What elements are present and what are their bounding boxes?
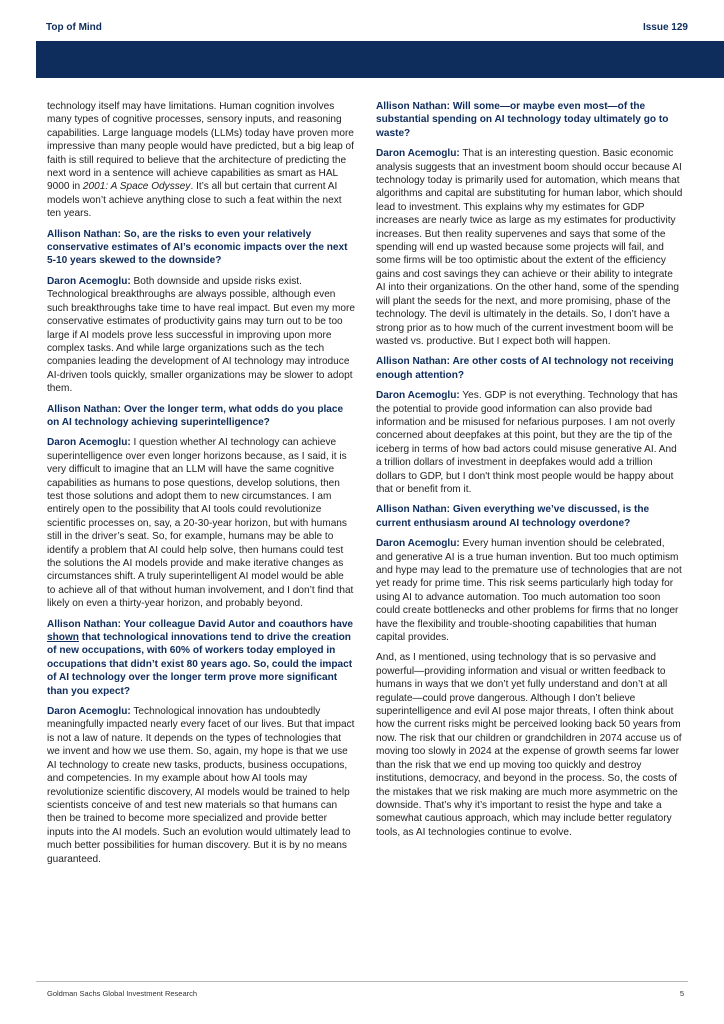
footer-divider (36, 981, 688, 982)
paragraph: And, as I mentioned, using technology that is so pervasive and powerful—providing information and visual or written feedback to humans in ways that we don’t yet fully understand and don’t at all regulate—could prove dangerous. Although I don’t believe superintelligence and evil AI pose major threats, I often think about how the current risks might be perceived looking back 50 years from now. The risk that our children or grandchildren in 2074 accuse us of moving too slowly in 2024 at the expense of growth seems far lower than the risk that we end up moving too quickly and destroy institutions, democracy, and beyond in the process. So, the costs of the mistakes that we risk making are much more asymmetric on the downside. That’s why it’s important to resist the hype and take a somewhat cautious approach, which may include better regulatory tools, as AI technologies continue to evolve. (376, 652, 682, 838)
header-band (36, 41, 724, 78)
issue-number: Issue 129 (642, 22, 688, 33)
speaker-name: Daron Acemoglu: (376, 148, 460, 160)
answer: Daron Acemoglu: Every human invention should be celebrated, and generative AI is a true human invention. But too much optimism and hype may lead to the premature use of technologies that are not yet ready for prime time. This risk seems particularly high today for using AI to advance automation. Too much automation too soon could create bottlenecks and other problems for firms that no longer have the flexibility and trouble-shooting capabilities that human capital provides. (376, 538, 682, 644)
publication-title: Top of Mind (46, 22, 102, 33)
answer: Daron Acemoglu: Technological innovation has undoubtedly meaningfully impacted nearly every facet of our lives. But that impact is not a law of nature. It depends on the types of technologies that we invent and how we use them. So, again, my hope is that we use AI technology to create new tasks, products, business occupations, and competencies. In my example about how AI tools may revolutionize scientific discovery, AI models would be trained to help scientists conceive of and test new materials so that humans can then be trained to become more specialized and provide better inputs into the AI models. Such an evolution would ultimately lead to much better possibilities for human discovery. But it is by no means guaranteed. (47, 706, 355, 865)
speaker-name: Daron Acemoglu: (47, 275, 131, 287)
film-title: 2001: A Space Odyssey (82, 181, 191, 193)
speaker-name: Daron Acemoglu: (376, 390, 460, 402)
footer-source: Goldman Sachs Global Investment Research (47, 989, 198, 998)
answer: Daron Acemoglu: Both downside and upside risks exist. Technological breakthroughs are always possible, although even such breakthroughs take time to have real impact. But even my more conservative estimates of productivity gains may turn out to be too large if AI models prove less successful in improving upon more complex tasks. And while large organizations such as the tech companies leading the development of AI technology may introduce AI-driven tools quickly, smaller organizations may be slower to adopt them. (47, 275, 356, 395)
page-number: 5 (679, 989, 684, 998)
answer: Daron Acemoglu: Yes. GDP is not everything. Technology that has the potential to provide good information can also provide bad information and be misused for nefarious purposes. I am not overly concerned about deepfakes at this point, but they are the tip of the iceberg in terms of how bad actors could misuse generative AI. And a trillion dollars of investment in deepfakes would add a trillion dollars to GDP, but I don't think most people would be happy about that or benefit from it. (376, 390, 678, 495)
question: Allison Nathan: So, are the risks to even your relatively conservative estimates of AI’s economic impacts over the next 5-10 years skewed to the downside? (47, 228, 348, 267)
answer: Daron Acemoglu: That is an interesting question. Basic economic analysis suggests that an investment boom should occur because AI technology today is primarily used for automation, which means that algorithms and capital are substituting for human labor, which should lead to investment. This explains why my estimates for GDP increases are nearly twice as large as my estimates for productivity increases. But then reality supervenes and says that some of the spending will end up wasted because some projects will fail, and some firms will be too optimistic about the extent of the efficiency gains and cost savings they can achieve or their ability to integrate AI into their organizations. On the other hand, some of the spending will plant the seeds for the next, and more promising, phase of the technology. The devil is ultimately in the details. So, I don’t have a strong prior as to how much of the current investment boom will be wasted vs. productive. But I expect both will happen. (376, 148, 683, 347)
speaker-name: Daron Acemoglu: (376, 538, 460, 550)
shown-link[interactable]: shown (47, 632, 79, 644)
speaker-name: Daron Acemoglu: (47, 437, 131, 449)
question: Allison Nathan: Are other costs of AI technology not receiving enough attention? (376, 356, 674, 381)
question: Allison Nathan: Will some—or maybe even most—of the substantial spending on AI technology today ultimately go to waste? (376, 101, 669, 139)
paragraph: technology itself may have limitations. Human cognition involves many types of cognitive processes, sensory inputs, and reasoning capabilities. Large language models (LLMs) today have proven more impressive than many people would have predicted, but a big leap of faith is still required to believe that the architecture of predicting the next word in a sentence will achieve capabilities as smart as HAL 9000 in 2001: A Space Odyssey. It’s all but certain that current AI models won’t achieve anything close to such a feat within the next ten years. (47, 101, 354, 220)
right-column (376, 100, 684, 846)
page-header (36, 22, 688, 36)
question: Allison Nathan: Given everything we’ve discussed, is the current enthusiasm around AI technology overdone? (376, 504, 650, 529)
answer: Daron Acemoglu: I question whether AI technology can achieve superintelligence over even longer horizons because, as I said, it is very difficult to imagine that an LLM will have the same cognitive capabilities as humans to pose questions, develop solutions, then test those solutions and adopt them to new circumstances. I am entirely open to the possibility that AI tools could revolutionize scientific processes on, say, a 20-30-year horizon, but with humans still in the driver’s seat. So, for example, humans may be able to identify a problem that AI could help solve, then humans could test the solutions the AI models provide and make iterative changes as circumstances shift. A truly superintelligent AI model would be able to achieve all of that without human involvement, and I don’t find that likely on even a thirty-year horizon, and probably beyond. (47, 437, 354, 610)
question: Allison Nathan: Your colleague David Autor and coauthors have shown that technological innovations tend to drive the creation of new occupations, with 60% of workers today employed in occupations that didn’t exist 80 years ago. So, could the impact of AI technology over the longer term prove more significant than you expect? (47, 618, 354, 697)
question: Allison Nathan: Over the longer term, what odds do you place on AI technology achieving superintelligence? (47, 403, 344, 428)
left-column (47, 100, 355, 873)
speaker-name: Daron Acemoglu: (47, 706, 131, 718)
